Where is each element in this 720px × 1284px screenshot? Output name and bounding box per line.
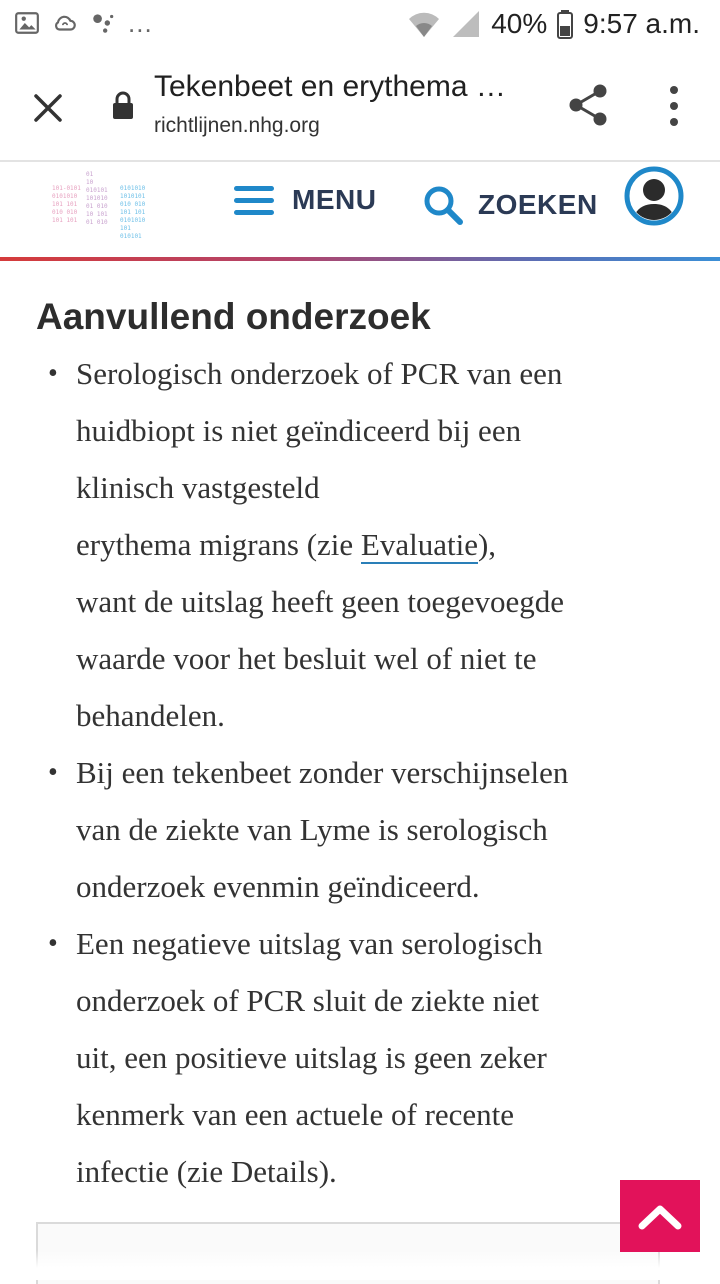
svg-text:010 010: 010 010 — [120, 201, 146, 208]
more-vert-icon[interactable] — [660, 84, 688, 128]
status-bar — [0, 0, 720, 50]
menu-label: MENU — [292, 184, 377, 215]
bottom-fade — [0, 1250, 720, 1280]
svg-text:101 101: 101 101 — [52, 201, 78, 208]
svg-text:01: 01 — [86, 171, 94, 178]
text-line: uit, een positieve uitslag is geen zeker — [76, 1040, 547, 1075]
page-url[interactable]: richtlijnen.nhg.org — [154, 114, 320, 137]
text-line: • Een negatieve uitslag van serologisch — [76, 926, 543, 961]
text-line: onderzoek of PCR sluit de ziekte niet — [76, 983, 540, 1018]
text-line: waarde voor het besluit wel of niet te — [76, 641, 537, 676]
browser-toolbar — [0, 50, 720, 162]
svg-text:10 101: 10 101 — [86, 211, 108, 218]
text-before-link: erythema migrans (zie — [76, 527, 361, 562]
site-header — [0, 162, 720, 257]
hamburger-icon — [234, 184, 274, 216]
search-button[interactable] — [422, 184, 598, 226]
signal-icon — [451, 9, 481, 39]
cloud-sync-icon — [52, 10, 78, 36]
svg-text:01 010: 01 010 — [86, 219, 108, 226]
image-icon — [14, 10, 40, 36]
wifi-icon — [407, 9, 441, 39]
evaluatie-link[interactable]: Evaluatie — [360, 527, 478, 562]
svg-text:0101010: 0101010 — [120, 217, 146, 224]
text-line: infectie (zie Details). — [76, 1154, 337, 1189]
svg-text:010 010: 010 010 — [52, 209, 78, 216]
search-icon — [422, 184, 464, 226]
search-label: ZOEKEN — [478, 189, 598, 220]
nhg-logo-icon[interactable] — [50, 168, 174, 244]
lock-icon — [110, 90, 136, 120]
list-item — [40, 915, 660, 1200]
scroll-to-top-button[interactable] — [620, 1180, 700, 1252]
assistant-icon — [90, 10, 116, 36]
clock: 9:57 a.m. — [583, 8, 700, 39]
svg-text:01 010: 01 010 — [86, 203, 108, 210]
text-line: • Serologisch onderzoek of PCR van een — [76, 356, 563, 391]
text-after-link: ), — [477, 527, 497, 562]
share-icon[interactable] — [566, 82, 612, 128]
text-line: kenmerk van een actuele of recente — [76, 1097, 515, 1132]
svg-text:101: 101 — [120, 225, 131, 232]
battery-icon — [557, 9, 573, 39]
svg-text:010101: 010101 — [120, 233, 142, 240]
svg-text:10: 10 — [86, 179, 94, 186]
header-accent-line — [0, 257, 720, 261]
svg-text:101010: 101010 — [86, 195, 108, 202]
section-heading: Aanvullend onderzoek — [36, 296, 431, 337]
list-item — [40, 744, 660, 915]
svg-text:1010101: 1010101 — [120, 193, 146, 200]
svg-text:101 101: 101 101 — [52, 217, 78, 224]
svg-text:010101: 010101 — [86, 187, 108, 194]
svg-text:0101010: 0101010 — [120, 185, 146, 192]
menu-button[interactable] — [234, 184, 376, 216]
bullet-list — [40, 345, 660, 1200]
text-line-with-link — [76, 516, 660, 573]
text-line: van de ziekte van Lyme is serologisch — [76, 812, 548, 847]
text-line: klinisch vastgesteld — [76, 470, 320, 505]
close-icon[interactable] — [28, 88, 68, 128]
battery-percent: 40% — [491, 8, 548, 39]
chevron-up-icon — [637, 1201, 683, 1231]
text-line: huidbiopt is niet geïndiceerd bij een — [76, 413, 522, 448]
text-line: want de uitslag heeft geen toegevoegde — [76, 584, 565, 619]
svg-text:101 101: 101 101 — [120, 209, 146, 216]
text-line: • Bij een tekenbeet zonder verschijnselen — [76, 755, 569, 790]
svg-text:0101010: 0101010 — [52, 193, 78, 200]
user-avatar-icon[interactable] — [624, 166, 684, 226]
text-line: behandelen. — [76, 698, 225, 733]
text-line: onderzoek evenmin geïndiceerd. — [76, 869, 480, 904]
status-overflow: ... — [128, 8, 153, 38]
svg-text:101-0101: 101-0101 — [52, 185, 81, 192]
list-item — [40, 345, 660, 744]
page-title[interactable]: Tekenbeet en erythema … — [154, 70, 506, 103]
